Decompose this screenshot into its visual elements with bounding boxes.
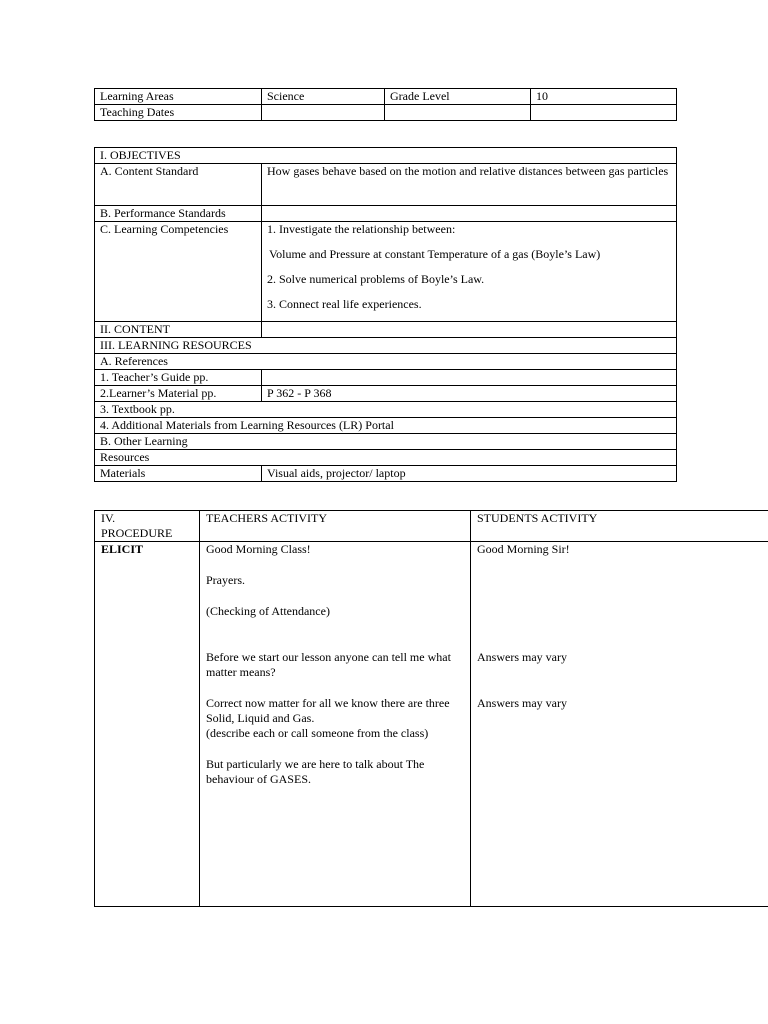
table-row [95, 511, 768, 542]
learners-material-label: 2.Learner’s Material pp. [95, 386, 262, 402]
table-row [95, 322, 677, 338]
header-table [94, 88, 677, 121]
learning-areas-label: Learning Areas [95, 89, 262, 105]
table-row [95, 222, 677, 322]
materials-value: Visual aids, projector/ laptop [262, 466, 677, 482]
performance-standards-label: B. Performance Standards [95, 206, 262, 222]
students-activity-header: STUDENTS ACTIVITY [471, 511, 768, 542]
procedure-heading: IV. PROCEDURE [95, 511, 200, 542]
table-row [95, 89, 677, 105]
table-row [95, 164, 677, 206]
learning-areas-value: Science [262, 89, 385, 105]
resources-label: Resources [95, 450, 677, 466]
table-row [95, 148, 677, 164]
empty-cell [262, 105, 385, 121]
table-row [95, 338, 677, 354]
teacher-line-4: Before we start our lesson anyone can tell me what matter means? [206, 650, 451, 679]
table-row [95, 418, 677, 434]
teachers-guide-label: 1. Teacher’s Guide pp. [95, 370, 262, 386]
teacher-line-5: Correct now matter for all we know there are three Solid, Liquid and Gas. (describe each or call someone from the class) [206, 696, 450, 740]
teachers-activity-header: TEACHERS ACTIVITY [200, 511, 471, 542]
empty-cell [262, 206, 677, 222]
students-activity-cell [471, 542, 768, 907]
table-row [95, 542, 768, 907]
teacher-line-6: But particularly we are here to talk about The behaviour of GASES. [206, 757, 425, 786]
learning-competencies-label: C. Learning Competencies [95, 222, 262, 322]
empty-cell [531, 105, 677, 121]
empty-cell [262, 322, 677, 338]
table-row [95, 466, 677, 482]
teacher-line-2: Prayers. [206, 573, 245, 587]
table-row [95, 450, 677, 466]
content-standard-label: A. Content Standard [95, 164, 262, 206]
competency-3: 3. Connect real life experiences. [267, 297, 422, 311]
additional-materials-label: 4. Additional Materials from Learning Resources (LR) Portal [95, 418, 677, 434]
competency-2: 2. Solve numerical problems of Boyle’s Law. [267, 272, 485, 286]
teacher-line-3: (Checking of Attendance) [206, 604, 330, 618]
competency-1-detail: Volume and Pressure at constant Temperature of a gas (Boyle’s Law) [269, 247, 601, 261]
objectives-heading: I. OBJECTIVES [95, 148, 677, 164]
table-row [95, 206, 677, 222]
empty-cell [385, 105, 531, 121]
other-learning-label: B. Other Learning [95, 434, 677, 450]
table-row [95, 386, 677, 402]
elicit-label: ELICIT [95, 542, 200, 907]
teacher-line-1: Good Morning Class! [206, 542, 311, 556]
grade-level-label: Grade Level [385, 89, 531, 105]
table-row [95, 354, 677, 370]
learning-competencies-value [262, 222, 677, 322]
grade-level-value: 10 [531, 89, 677, 105]
objectives-table [94, 147, 677, 482]
table-row [95, 370, 677, 386]
teaching-dates-label: Teaching Dates [95, 105, 262, 121]
procedure-table [94, 510, 768, 907]
table-row [95, 434, 677, 450]
student-line-3: Answers may vary [477, 696, 567, 710]
learners-material-value: P 362 - P 368 [262, 386, 677, 402]
teachers-activity-cell [200, 542, 471, 907]
materials-label: Materials [95, 466, 262, 482]
table-row [95, 105, 677, 121]
learning-resources-heading: III. LEARNING RESOURCES [95, 338, 677, 354]
references-label: A. References [95, 354, 677, 370]
empty-cell [262, 370, 677, 386]
table-row [95, 402, 677, 418]
content-standard-value: How gases behave based on the motion and relative distances between gas particles [262, 164, 677, 206]
textbook-label: 3. Textbook pp. [95, 402, 677, 418]
competency-1: 1. Investigate the relationship between: [267, 222, 456, 236]
student-line-1: Good Morning Sir! [477, 542, 570, 556]
student-line-2: Answers may vary [477, 650, 567, 664]
content-heading: II. CONTENT [95, 322, 262, 338]
